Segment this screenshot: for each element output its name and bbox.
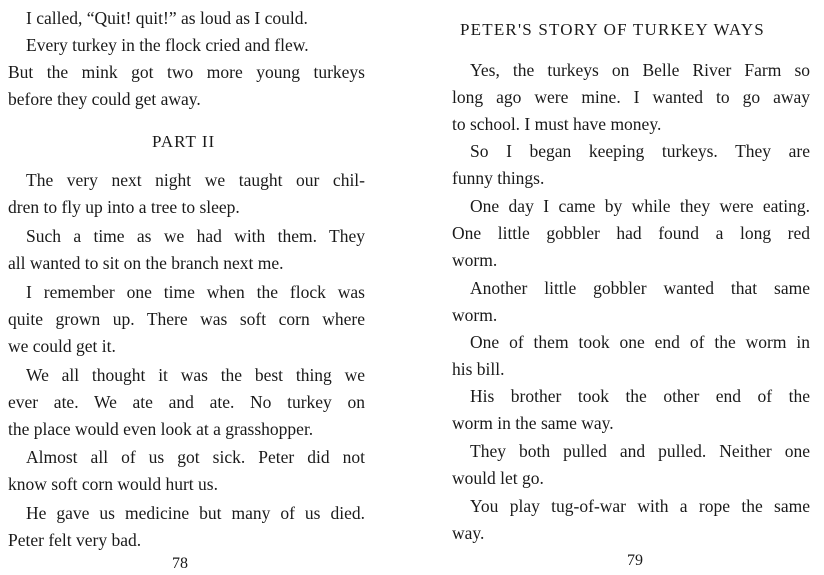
text-line: The very next night we taught our chil-: [26, 170, 365, 190]
text-line: I remember one time when the flock was: [26, 282, 365, 302]
text-line: You play tug-of-war with a rope the same: [470, 496, 810, 516]
page-number: 79: [627, 552, 643, 569]
text-line: So I began keeping turkeys. They are: [470, 141, 810, 161]
text-line: Such a time as we had with them. They: [26, 226, 365, 246]
page-title: PETER'S STORY OF TURKEY WAYS: [460, 20, 765, 39]
text-line: One little gobbler had found a long red: [452, 223, 810, 243]
text-line: Another little gobbler wanted that same: [470, 278, 810, 298]
text-line: worm in the same way.: [452, 413, 614, 433]
text-line: I called, “Quit! quit!” as loud as I could.: [26, 8, 308, 28]
text-line: Every turkey in the flock cried and flew.: [26, 35, 309, 55]
text-line: all wanted to sit on the branch next me.: [8, 253, 284, 273]
text-line: would let go.: [452, 468, 544, 488]
text-line: His brother took the other end of the: [470, 386, 810, 406]
text-line: worm.: [452, 305, 498, 325]
left-page: [0, 0, 370, 575]
text-line: the place would even look at a grasshopper.: [8, 419, 314, 439]
text-line: long ago were mine. I wanted to go away: [452, 87, 810, 107]
text-line: Peter felt very bad.: [8, 530, 142, 550]
right-page: [448, 0, 818, 575]
text-line: way.: [452, 523, 485, 543]
text-line: He gave us medicine but many of us died.: [26, 503, 365, 523]
section-heading: PART II: [152, 132, 216, 151]
page-number: 78: [172, 555, 188, 572]
text-line: One of them took one end of the worm in: [470, 332, 810, 352]
text-line: quite grown up. There was soft corn where: [8, 309, 365, 329]
text-line: One day I came by while they were eating.: [470, 196, 810, 216]
text-line: Almost all of us got sick. Peter did not: [26, 447, 365, 467]
text-line: ever ate. We ate and ate. No turkey on: [8, 392, 365, 412]
text-line: They both pulled and pulled. Neither one: [470, 441, 810, 461]
text-line: before they could get away.: [8, 89, 201, 109]
text-line: worm.: [452, 250, 498, 270]
text-line: dren to fly up into a tree to sleep.: [8, 197, 240, 217]
text-line: know soft corn would hurt us.: [8, 474, 218, 494]
text-line: his bill.: [452, 359, 505, 379]
text-line: to school. I must have money.: [452, 114, 662, 134]
text-line: We all thought it was the best thing we: [26, 365, 365, 385]
text-line: Yes, the turkeys on Belle River Farm so: [470, 60, 810, 80]
text-line: But the mink got two more young turkeys: [8, 62, 365, 82]
text-line: we could get it.: [8, 336, 116, 356]
text-line: funny things.: [452, 168, 545, 188]
